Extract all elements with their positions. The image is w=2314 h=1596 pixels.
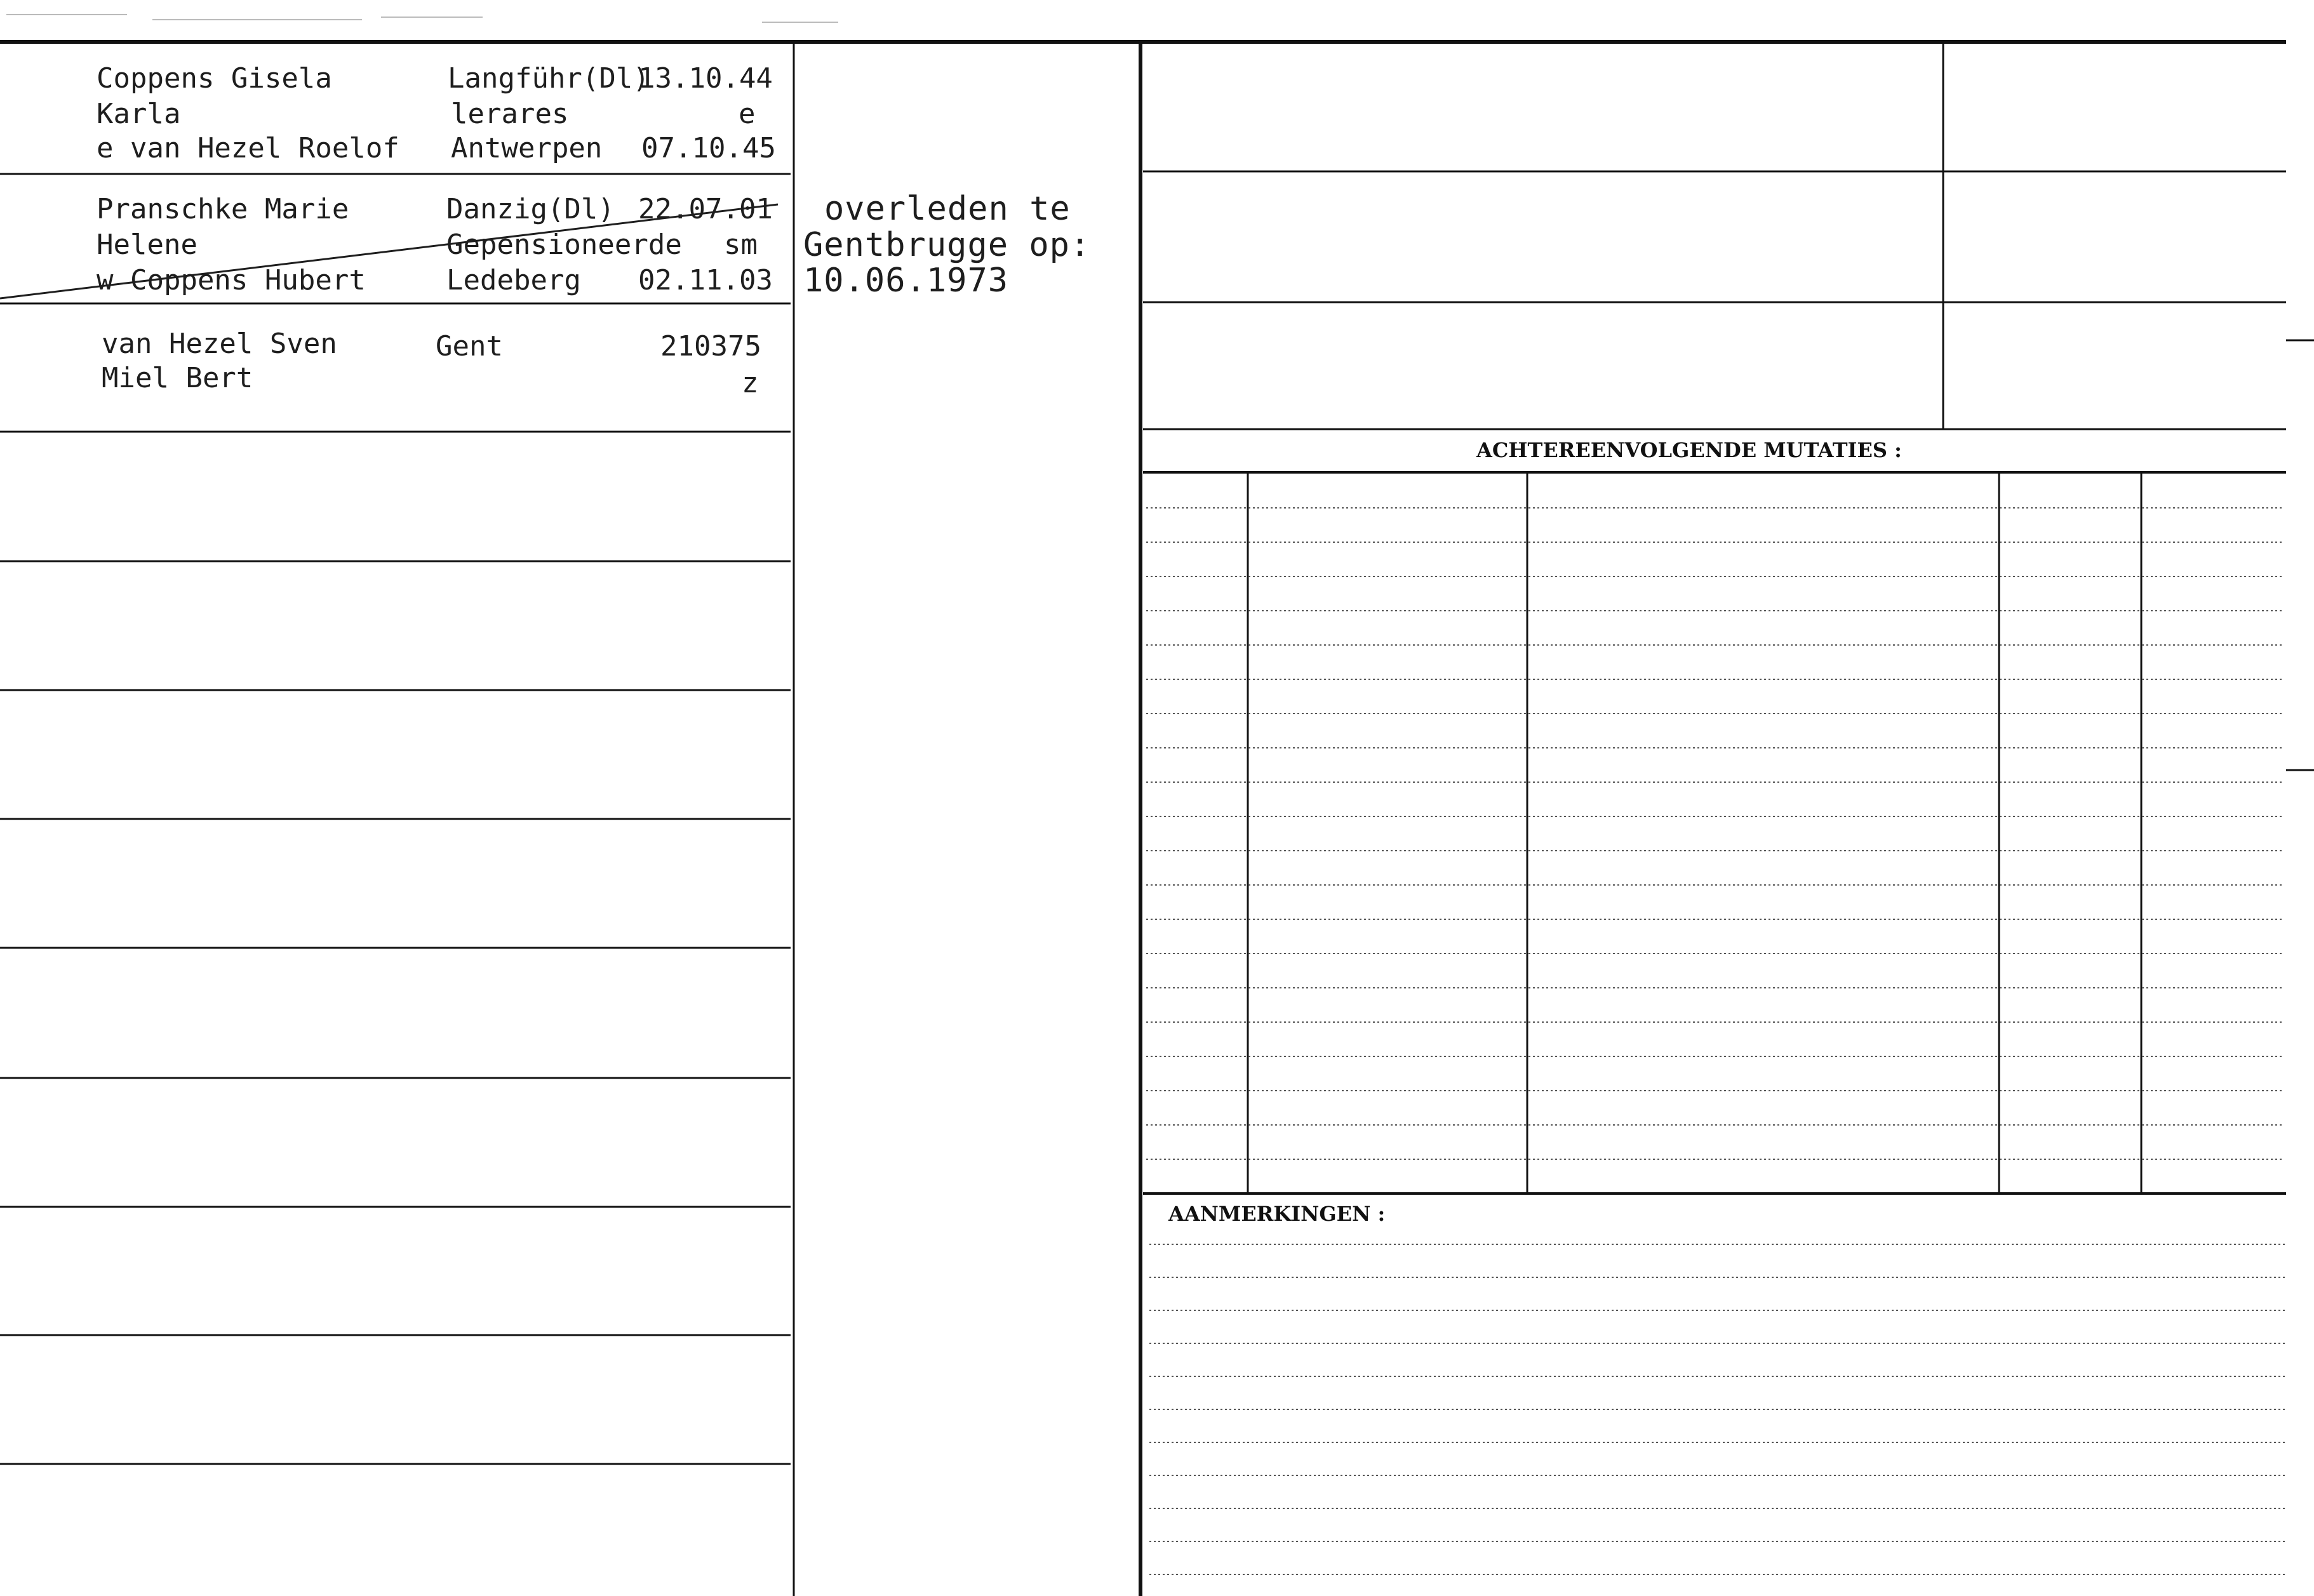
death-note: 10.06.1973 <box>803 262 1009 300</box>
mutations-title: ACHTEREENVOLGENDE MUTATIES : <box>1476 438 1902 462</box>
person-name: w Coppens Hubert <box>97 264 366 296</box>
birth-date: 22.07.01 <box>638 193 773 225</box>
marriage-date: 02.11.03 <box>638 264 773 296</box>
scan-artifact <box>381 17 483 18</box>
ruled-lines <box>1146 508 2286 1574</box>
person-name: e van Hezel Roelof <box>97 132 399 164</box>
scan-artifact <box>152 19 362 20</box>
death-note: Gentbrugge op: <box>803 226 1091 264</box>
person-name: Miel Bert <box>102 362 253 394</box>
birth-place: Langführ(Dl) <box>448 62 650 95</box>
occupation: lerares <box>451 98 569 130</box>
marriage-place: Antwerpen <box>451 132 603 164</box>
scan-artifact <box>762 22 838 23</box>
remarks-title: AANMERKINGEN : <box>1168 1202 1386 1226</box>
birth-place: Danzig(Dl) <box>446 193 615 225</box>
civil-status: sm <box>724 229 758 261</box>
civil-status: e <box>739 98 756 130</box>
person-name: Karla <box>97 98 181 130</box>
person-name: van Hezel Sven <box>102 328 337 360</box>
occupation: Gepensioneerde <box>446 229 682 261</box>
person-name: Pranschke Marie <box>97 193 349 225</box>
person-name: Coppens Gisela <box>97 62 332 95</box>
death-note: overleden te <box>824 190 1071 228</box>
birth-date: 13.10.44 <box>638 62 773 95</box>
person-name: Helene <box>97 229 197 261</box>
marriage-date: 07.10.45 <box>641 132 776 164</box>
scan-artifact <box>6 14 127 15</box>
marriage-place: Ledeberg <box>446 264 581 296</box>
sex: z <box>742 367 759 399</box>
birth-date: 210375 <box>660 330 761 362</box>
birth-place: Gent <box>436 330 503 362</box>
